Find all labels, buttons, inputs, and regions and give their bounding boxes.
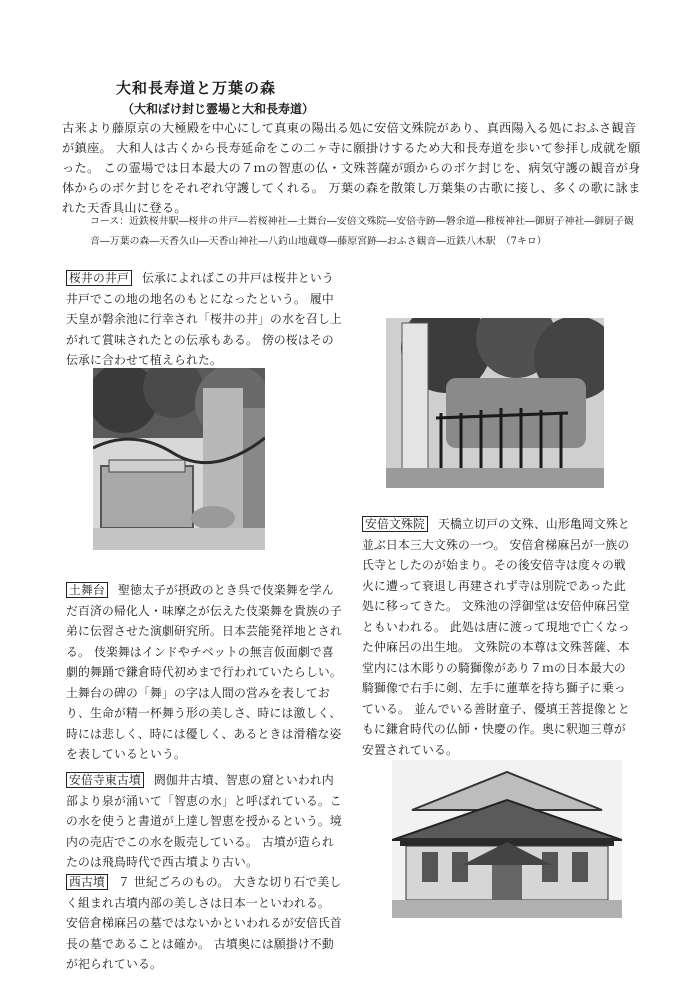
intro-paragraph: 古来より藤原京の大極殿を中心にして真東の陽出る処に安倍文殊院があり、真西陽入る処におふさ観音が鎮座。 大和人は古くから長寿延命をこの二ヶ寺に願掛けするため大和長寿道を歩いて参拝し成就を願った。 この霊場では日本最大の７ｍの智恵の仏・文殊菩薩が頭からのボケ封じを、病気守護の観音が身体からのボケ封じをそれぞれ守護してくれる。 万葉の森を散策し万葉集の古歌に接し、多くの歌に詠まれた天香具山に登る。	[62, 121, 641, 215]
text-butai: 聖徳太子が摂政のとき呉で伎楽舞を学んだ百済の帰化人・味摩之が伝えた伎楽舞を貴族の子弟に伝習させた演劇研究所。日本芸能発祥地とされる。 伎楽舞はインドやチベットの無言仮面劇で喜劇的舞踊で鎌倉時代初めまで行われていたらしい。	[66, 583, 342, 679]
section-nishi-kofun	[66, 872, 344, 975]
photo-sakurai-well	[93, 368, 265, 550]
course-route: コース：近鉄桜井駅―桜井の井戸―若桜神社―土舞台―安倍文殊院―安倍寺跡―磐余道―稚桜神社―御厨子神社―御厨子観音―万葉の森―天香久山―天香山神社―八釣山地蔵尊―藤原宮跡―おふさ観音―近鉄八木駅 （7キロ）	[90, 216, 634, 247]
heading-monju: 安倍文殊院	[362, 516, 428, 532]
text-butai-2: 土舞台の碑の「舞」の字は人間の営みを表しており、生命が精一杯舞う形の美しさ、時には激しく、時には悲しく、時には優しく、あるときは滑稽な姿を表しているという。	[66, 685, 342, 761]
heading-nishi-kofun: 西古墳	[66, 874, 108, 890]
heading-sakurai-well: 桜井の井戸	[66, 270, 132, 286]
text-higashi-kofun: 閼伽井古墳、智恵の窟といわれ内部より泉が涌いて「智恵の水」と呼ばれている。この水を使うと書道が上達し智恵を授かるという。境内の売店でこの水を販売している。 古墳が造られたのは飛鳥時代で西古墳より古い。	[66, 773, 342, 869]
section-higashi-kofun	[66, 770, 344, 873]
heading-higashi-kofun: 安倍寺東古墳	[66, 772, 144, 788]
photo-monju-temple	[392, 760, 622, 918]
section-butai	[66, 580, 344, 765]
page-title: 大和長寿道と万葉の森	[116, 79, 277, 97]
text-monju: 天橋立切戸の文殊、山形亀岡文殊と並ぶ日本三大文殊の一つ。 安倍倉梯麻呂が一族の氏寺としたのが始まり。その後安倍寺は度々の戦火に遭って衰退し再建されず寺は別院であった此処に移ってきた。 文殊池の浮御堂は安倍仲麻呂堂ともいわれる。 此処は唐に渡って現地で亡くなった仲麻呂の出生地。 文殊院の本尊は文殊菩薩、本堂内には木彫りの騎獅像があり７ｍの日本最大の騎獅像で右手に剣、左手に蓮華を持ち獅子に乗っている。 並んでいる善財童子、優填王菩提像とともに鎌倉時代の仏師・快慶の作。奥に釈迦三尊が安置されている。	[362, 517, 630, 757]
text-sakurai-well: 伝承によればこの井戸は桜井という井戸でこの地の地名のもとになったという。 履中天皇が磐余池に行幸され「桜井の井」の水を召し上がれて賞味されたとの伝承もある。 傍の桜はその伝承に合わせて植えられた。	[66, 271, 342, 367]
section-monju	[362, 514, 634, 760]
page-subtitle: （大和ぼけ封じ霊場と大和長寿道）	[122, 102, 315, 116]
text-nishi-kofun: ７ 世紀ごろのもの。 大きな切り石で美しく組まれ古墳内部の美しさは日本一といわれる。 安倍倉梯麻呂の墓ではないかといわれるが安倍氏首長の墓であることは確か。 古墳奥には願掛け不動が祀られている。	[66, 875, 342, 971]
section-sakurai	[66, 268, 344, 371]
photo-nishi-kofun	[386, 318, 604, 488]
heading-butai: 土舞台	[66, 582, 108, 598]
